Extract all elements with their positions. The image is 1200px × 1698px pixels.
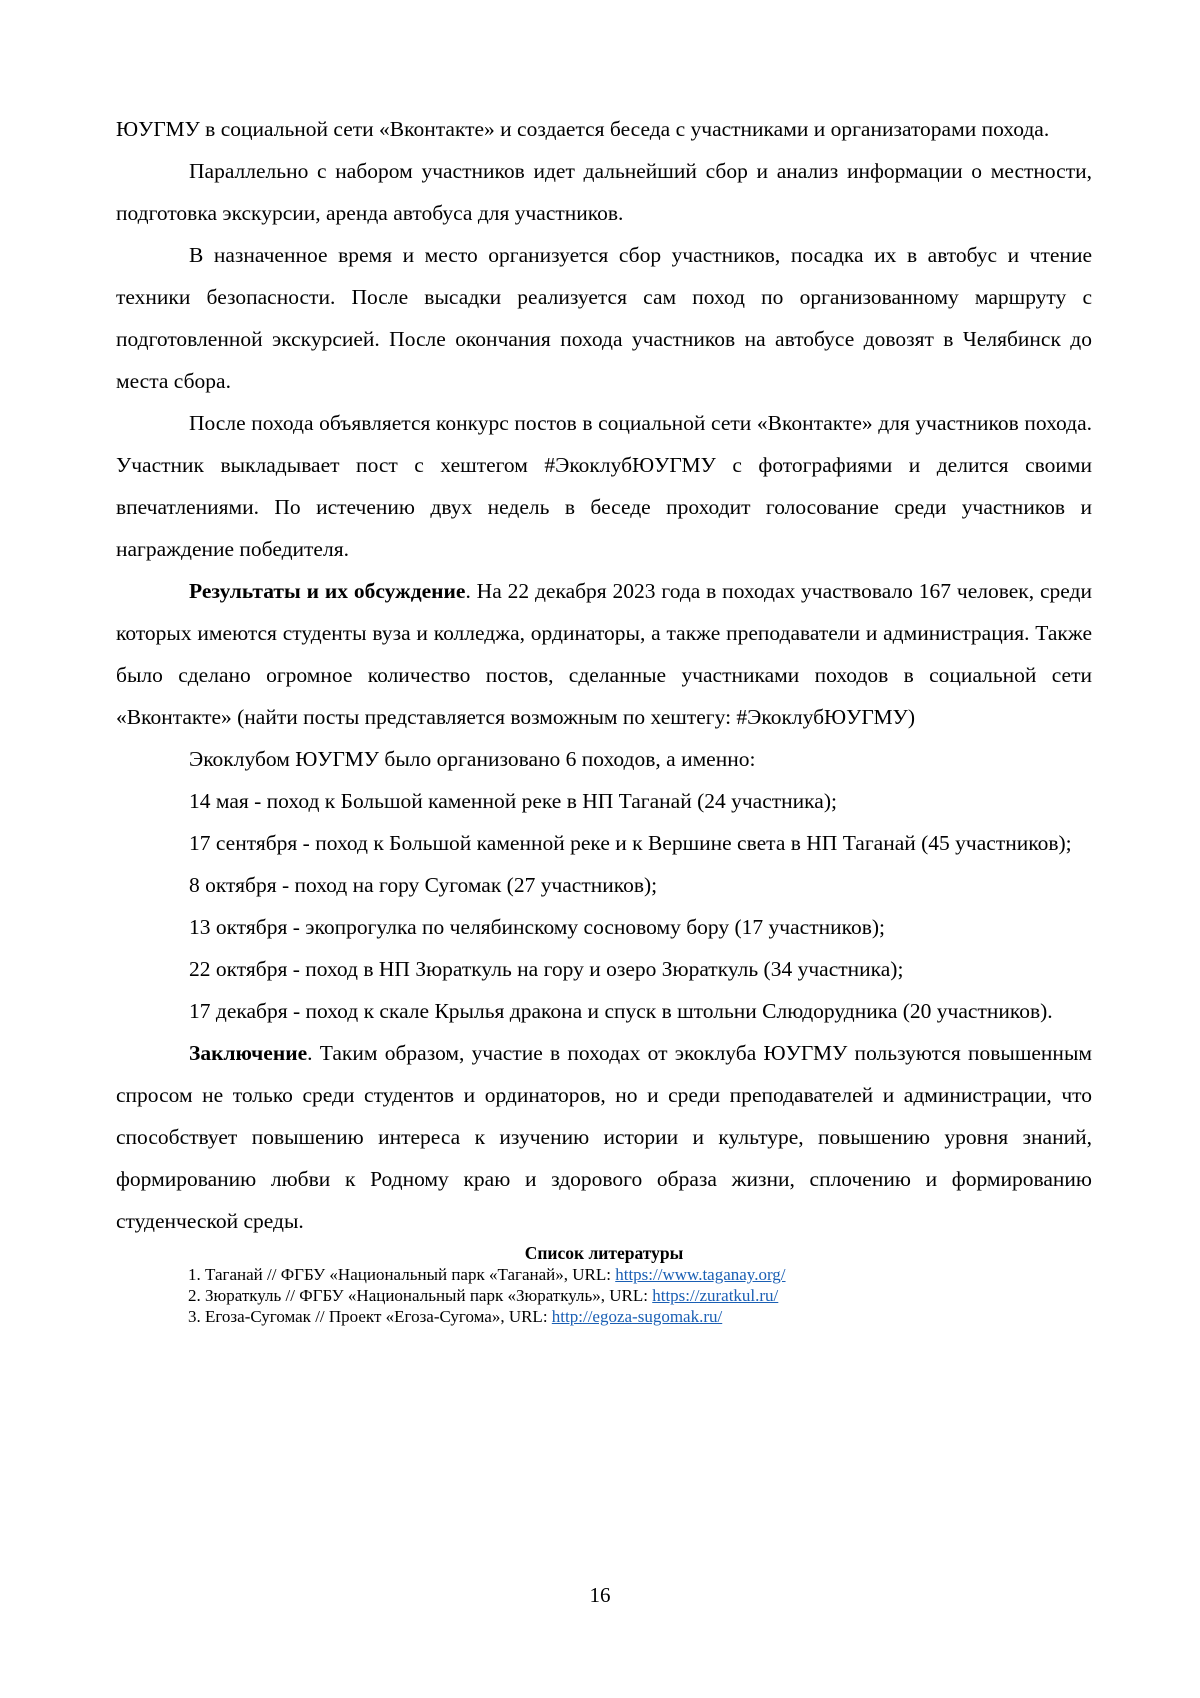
- reference-link[interactable]: https://www.taganay.org/: [615, 1265, 785, 1284]
- list-item-hike-4: 13 октября - экопрогулка по челябинскому сосновому бору (17 участников);: [116, 906, 1092, 948]
- document-page: [116, 108, 1092, 1327]
- references-title: Список литературы: [116, 1242, 1092, 1264]
- reference-item: [116, 1306, 1092, 1327]
- reference-link[interactable]: https://zuratkul.ru/: [652, 1286, 778, 1305]
- reference-link[interactable]: http://egoza-sugomak.ru/: [552, 1307, 722, 1326]
- reference-item: [116, 1285, 1092, 1306]
- conclusion-text: . Таким образом, участие в походах от экоклуба ЮУГМУ пользуются повышенным спросом не только среди студентов и ординаторов, но и среди преподавателей и администрации, что способствует повышению интереса к изучению истории и культуре, повышению уровня знаний, формированию любви к Родному краю и здорового образа жизни, сплочению и формированию студенческой среды.: [116, 1041, 1092, 1233]
- paragraph-preparation: Параллельно с набором участников идет дальнейший сбор и анализ информации о местности, подготовка экскурсии, аренда автобуса для участников.: [116, 150, 1092, 234]
- list-item-hike-5: 22 октября - поход в НП Зюраткуль на гору и озеро Зюраткуль (34 участника);: [116, 948, 1092, 990]
- paragraph-results: [116, 570, 1092, 738]
- conclusion-heading: Заключение: [189, 1041, 307, 1065]
- reference-text: 3. Егоза-Сугомак // Проект «Егоза-Сугома», URL:: [188, 1307, 552, 1326]
- results-text: . На 22 декабря 2023 года в походах участвовало 167 человек, среди которых имеются студенты вуза и колледжа, ординаторы, а также преподаватели и администрация. Также было сделано огромное количество постов, сделанные участниками походов в социальной сети «Вконтакте» (найти посты представляется возможным по хештегу: #ЭкоклубЮУГМУ): [116, 579, 1092, 729]
- list-item-hike-3: 8 октября - поход на гору Сугомак (27 участников);: [116, 864, 1092, 906]
- results-heading: Результаты и их обсуждение: [189, 579, 465, 603]
- paragraph-conclusion: [116, 1032, 1092, 1242]
- paragraph-post-contest: После похода объявляется конкурс постов в социальной сети «Вконтакте» для участников похода. Участник выкладывает пост с хештегом #ЭкоклубЮУГМУ с фотографиями и делится своими впечатлениями. По истечению двух недель в беседе проходит голосование среди участников и награждение победителя.: [116, 402, 1092, 570]
- page-number: 16: [0, 1583, 1200, 1608]
- list-item-hike-1: 14 мая - поход к Большой каменной реке в НП Таганай (24 участника);: [116, 780, 1092, 822]
- references-section: [116, 1242, 1092, 1327]
- reference-item: [116, 1264, 1092, 1285]
- list-item-hike-2: 17 сентября - поход к Большой каменной реке и к Вершине света в НП Таганай (45 участников);: [116, 822, 1092, 864]
- reference-text: 1. Таганай // ФГБУ «Национальный парк «Таганай», URL:: [188, 1265, 615, 1284]
- paragraph-hikes-intro: Экоклубом ЮУГМУ было организовано 6 походов, а именно:: [116, 738, 1092, 780]
- paragraph-intro-continued: ЮУГМУ в социальной сети «Вконтакте» и создается беседа с участниками и организаторами похода.: [116, 108, 1092, 150]
- paragraph-gathering: В назначенное время и место организуется сбор участников, посадка их в автобус и чтение техники безопасности. После высадки реализуется сам поход по организованному маршруту с подготовленной экскурсией. После окончания похода участников на автобусе довозят в Челябинск до места сбора.: [116, 234, 1092, 402]
- list-item-hike-6: 17 декабря - поход к скале Крылья дракона и спуск в штольни Слюдорудника (20 участников).: [116, 990, 1092, 1032]
- reference-text: 2. Зюраткуль // ФГБУ «Национальный парк «Зюраткуль», URL:: [188, 1286, 652, 1305]
